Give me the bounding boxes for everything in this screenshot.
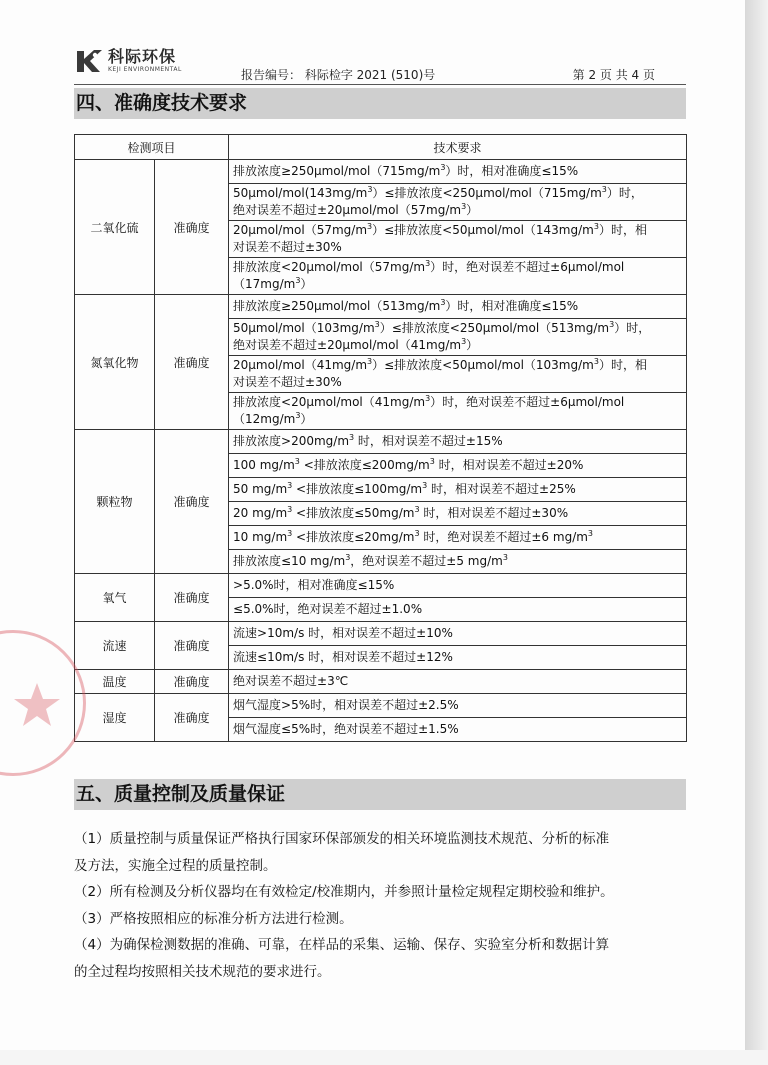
requirement-cell: 100 $mg/m^3$ <排放浓度$\le 200mg/m^3$ 时，相对误差不超过±20%: [229, 454, 687, 478]
logo-k-icon: [74, 47, 104, 75]
item-particulate: 颗粒物: [75, 430, 155, 574]
table-header-row: [75, 135, 687, 160]
requirement-cell: ≤5.0%时，绝对误差不超过±1.0%: [229, 598, 687, 622]
requirement-cell: 绝对误差不超过±3℃: [229, 670, 687, 694]
table-row: [75, 430, 687, 454]
requirement-cell: 烟气湿度≤5%时，绝对误差不超过±1.5%: [229, 718, 687, 742]
accuracy-requirements-table: [74, 134, 687, 742]
accuracy-label: 准确度: [155, 694, 229, 742]
paragraph: （3）严格按照相应的标准分析方法进行检测。: [74, 910, 353, 927]
accuracy-label: 准确度: [155, 670, 229, 694]
accuracy-label: 准确度: [155, 295, 229, 430]
header-rule: [74, 84, 686, 85]
table-row: [75, 160, 687, 184]
item-humidity: 湿度: [75, 694, 155, 742]
item-temperature: 温度: [75, 670, 155, 694]
requirement-cell: 流速>10m/s 时，相对误差不超过±10%: [229, 622, 687, 646]
scan-bottom-edge: [0, 1050, 768, 1065]
company-logo: [74, 46, 182, 76]
report-number: 报告编号： 科际检字 2021 (510)号: [241, 68, 436, 82]
scan-edge: [745, 0, 768, 1065]
accuracy-label: 准确度: [155, 160, 229, 295]
requirement-cell: $50\mu mol/mol(103mg/m^3)\le$排放浓度$<250\mu mol/mol(513mg/m^3)$时， 绝对误差不超过$\pm 20\mu mol/mol(41mg/m^3)$: [229, 319, 687, 356]
quality-control-paragraphs: [74, 826, 686, 985]
requirement-cell: 10 $mg/m^3$ <排放浓度$\le 20mg/m^3$ 时，绝对误差不超过±6 $mg/m^3$: [229, 526, 687, 550]
logo-subtitle: KEJI ENVIRONMENTAL: [108, 66, 182, 73]
requirement-cell: 排放浓度$<20\mu mol/mol(57mg/m^3)$时，绝对误差不超过±6μmol/mol $(17mg/m^3)$: [229, 258, 687, 295]
section-4-heading: 四、准确度技术要求: [74, 88, 686, 119]
item-nox: 氮氧化物: [75, 295, 155, 430]
table-row: [75, 295, 687, 319]
table-row: [75, 670, 687, 694]
table-row: [75, 622, 687, 646]
col-header-requirement: 技术要求: [229, 135, 687, 160]
item-flow: 流速: [75, 622, 155, 670]
requirement-cell: 20 $mg/m^3$ <排放浓度$\le 50mg/m^3$ 时，相对误差不超过±30%: [229, 502, 687, 526]
accuracy-label: 准确度: [155, 430, 229, 574]
paragraph: （1）质量控制与质量保证严格执行国家环保部颁发的相关环境监测技术规范、分析的标准: [74, 831, 610, 847]
requirement-cell: 排放浓度≤10 $mg/m^3$，绝对误差不超过±5 $mg/m^3$: [229, 550, 687, 574]
paragraph: （4）为确保检测数据的准确、可靠，在样品的采集、运输、保存、实验室分析和数据计算: [74, 937, 610, 953]
requirement-cell: $20\mu mol/mol(41mg/m^3)\le$排放浓度$<50\mu mol/mol(103mg/m^3)$时，相 对误差不超过±30%: [229, 356, 687, 393]
paragraph: （2）所有检测及分析仪器均在有效检定/校准期内，并参照计量检定规程定期校验和维护。: [74, 884, 614, 900]
requirement-cell: 排放浓度$\ge 250\mu mol/mol(715mg/m^3)$时，相对准确度≤15%: [229, 160, 687, 184]
requirement-cell: 烟气湿度>5%时，相对误差不超过±2.5%: [229, 694, 687, 718]
table-row: [75, 574, 687, 598]
page-info: 第 2 页 共 4 页: [572, 68, 655, 82]
accuracy-label: 准确度: [155, 574, 229, 622]
requirement-cell: $20\mu mol/mol(57mg/m^3)\le$排放浓度$<50\mu mol/mol(143mg/m^3)$时，相 对误差不超过±30%: [229, 221, 687, 258]
table-row: [75, 694, 687, 718]
accuracy-label: 准确度: [155, 622, 229, 670]
col-header-item: 检测项目: [75, 135, 229, 160]
paragraph: 的全过程均按照相关技术规范的要求进行。: [74, 963, 331, 980]
logo-name: 科际环保: [108, 47, 177, 66]
requirement-cell: >5.0%时，相对准确度≤15%: [229, 574, 687, 598]
item-so2: 二氧化硫: [75, 160, 155, 295]
requirement-cell: 流速≤10m/s 时，相对误差不超过±12%: [229, 646, 687, 670]
section-5-heading: 五、质量控制及质量保证: [74, 779, 686, 810]
requirement-cell: 排放浓度$<20\mu mol/mol(41mg/m^3)$时，绝对误差不超过±6μmol/mol $(12mg/m^3)$: [229, 393, 687, 430]
paragraph: 及方法，实施全过程的质量控制。: [74, 857, 277, 874]
requirement-cell: 排放浓度$>200mg/m^3$ 时，相对误差不超过±15%: [229, 430, 687, 454]
requirement-cell: 50 $mg/m^3$ <排放浓度$\le 100mg/m^3$ 时，相对误差不超过±25%: [229, 478, 687, 502]
report-header-line: [241, 66, 655, 83]
requirement-cell: $50\mu mol/mol(143mg/m^3)\le$排放浓度$<250\mu mol/mol(715mg/m^3)$时， 绝对误差不超过$\pm 20\mu mol/mol(57mg/m^3)$: [229, 184, 687, 221]
requirement-cell: 排放浓度$\ge 250\mu mol/mol(513mg/m^3)$时，相对准确度≤15%: [229, 295, 687, 319]
seal-star-icon: [12, 680, 62, 730]
item-oxygen: 氧气: [75, 574, 155, 622]
